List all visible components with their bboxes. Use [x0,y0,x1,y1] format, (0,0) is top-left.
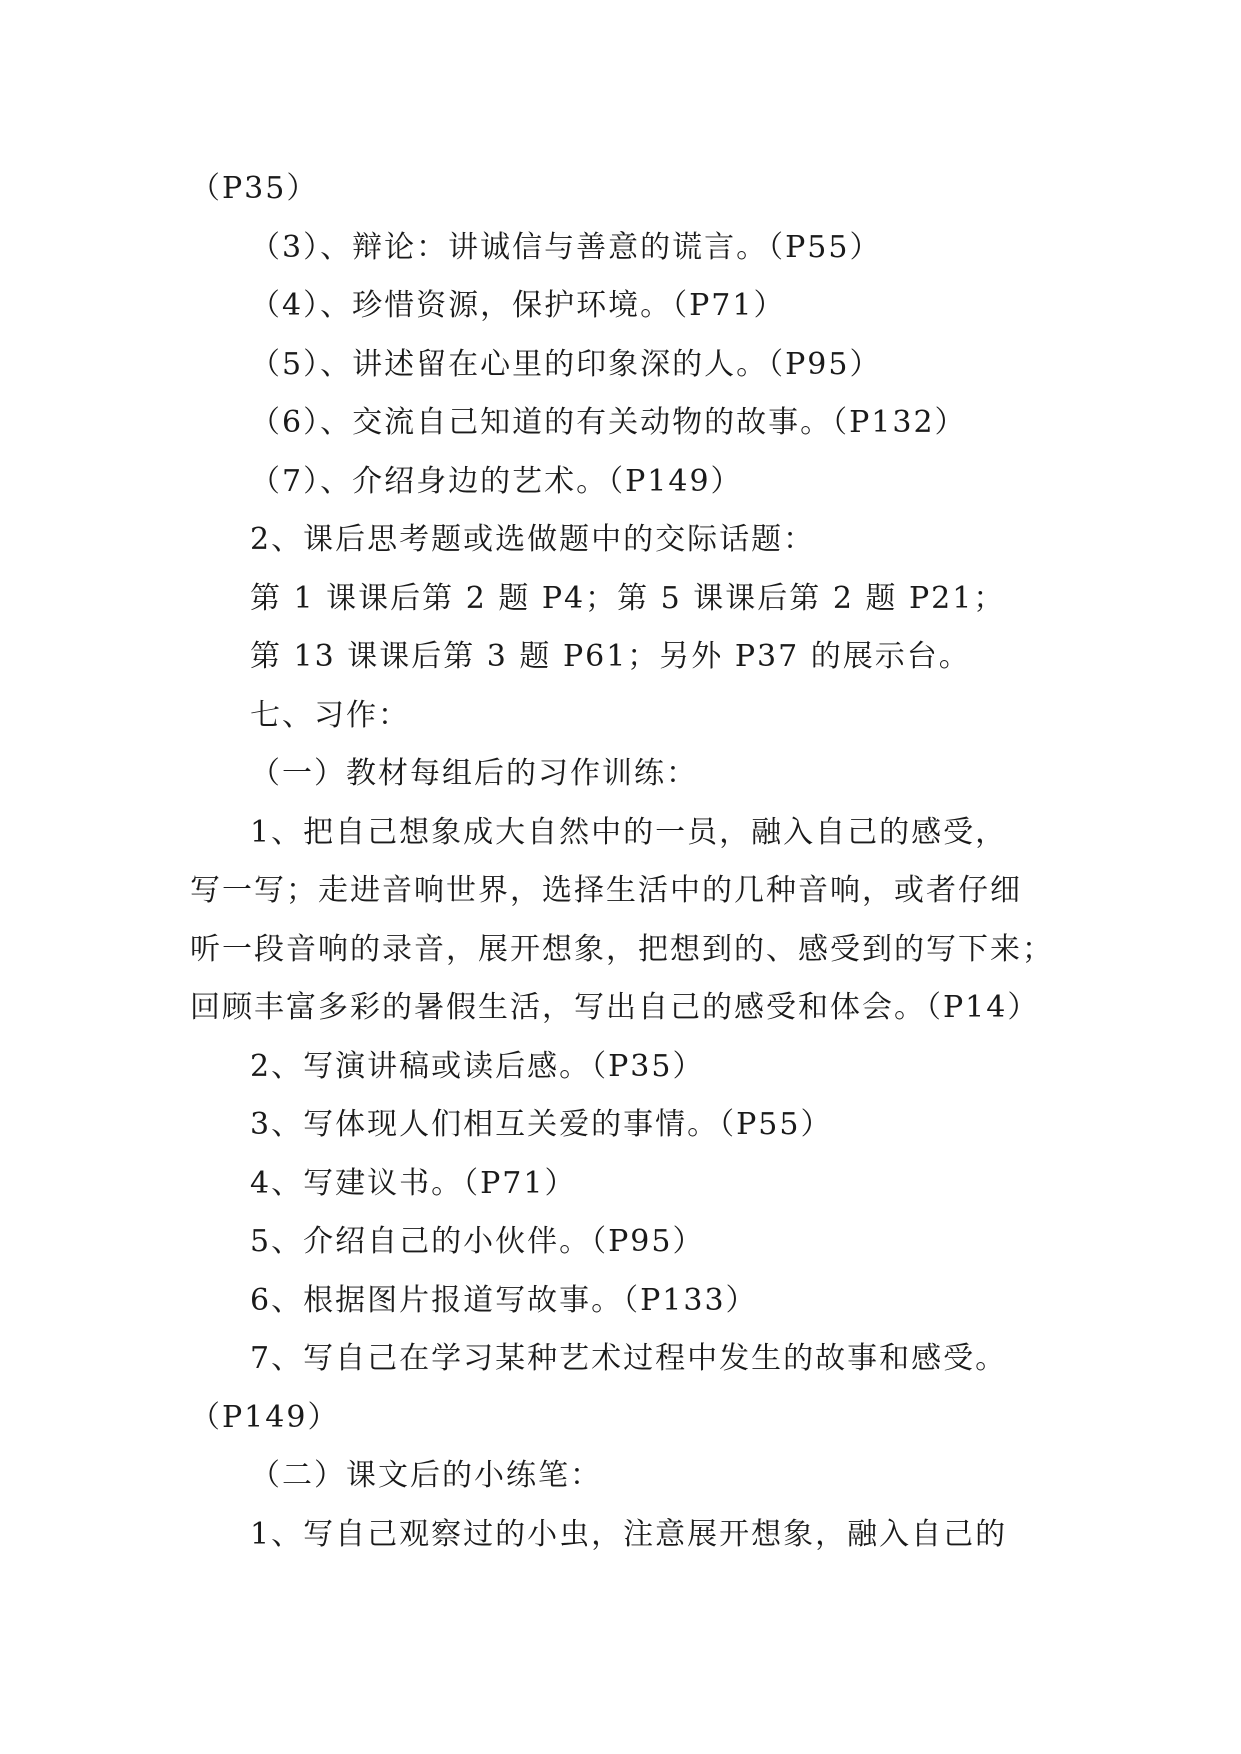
text-line: （4）、珍惜资源，保护环境。（P71） [250,288,786,323]
text-line: 2、课后思考题或选做题中的交际话题： [250,522,816,557]
text-line: 3、写体现人们相互关爱的事情。（P55） [250,1107,833,1142]
text-line: 7、写自己在学习某种艺术过程中发生的故事和感受。 [250,1341,1008,1376]
text-line: 写一写；走进音响世界，选择生活中的几种音响，或者仔细 [190,873,1022,908]
text-line: 回顾丰富多彩的暑假生活，写出自己的感受和体会。（P14） [190,990,1040,1025]
text-line: 第 13 课课后第 3 题 P61；另外 P37 的展示台。 [250,639,971,674]
text-line: （3）、辩论：讲诚信与善意的谎言。（P55） [250,229,882,265]
text-line: （6）、交流自己知道的有关动物的故事。（P132） [250,405,967,440]
text-line: 6、根据图片报道写故事。（P133） [250,1282,758,1318]
text-line: （P35） [190,171,319,206]
text-line: 第 1 课课后第 2 题 P4；第 5 课课后第 2 题 P21； [250,580,1006,616]
text-line: （7）、介绍身边的艺术。（P149） [250,463,743,499]
text-line: 听一段音响的录音，展开想象，把想到的、感受到的写下来； [190,931,1054,967]
document-body [190,160,1070,1564]
text-line: 4、写建议书。（P71） [250,1165,577,1201]
section-heading: 七、习作： [250,697,410,733]
subsection-heading: （二）课文后的小练笔： [250,1458,602,1493]
text-line: 5、介绍自己的小伙伴。（P95） [250,1224,705,1259]
text-line: 1、把自己想象成大自然中的一员，融入自己的感受， [250,814,1008,850]
text-line: （P149） [190,1399,340,1435]
text-line: 1、写自己观察过的小虫，注意展开想象，融入自己的 [250,1516,1008,1552]
subsection-heading: （一）教材每组后的习作训练： [250,756,698,791]
text-line: 2、写演讲稿或读后感。（P35） [250,1048,705,1084]
text-line: （5）、讲述留在心里的印象深的人。（P95） [250,346,882,382]
